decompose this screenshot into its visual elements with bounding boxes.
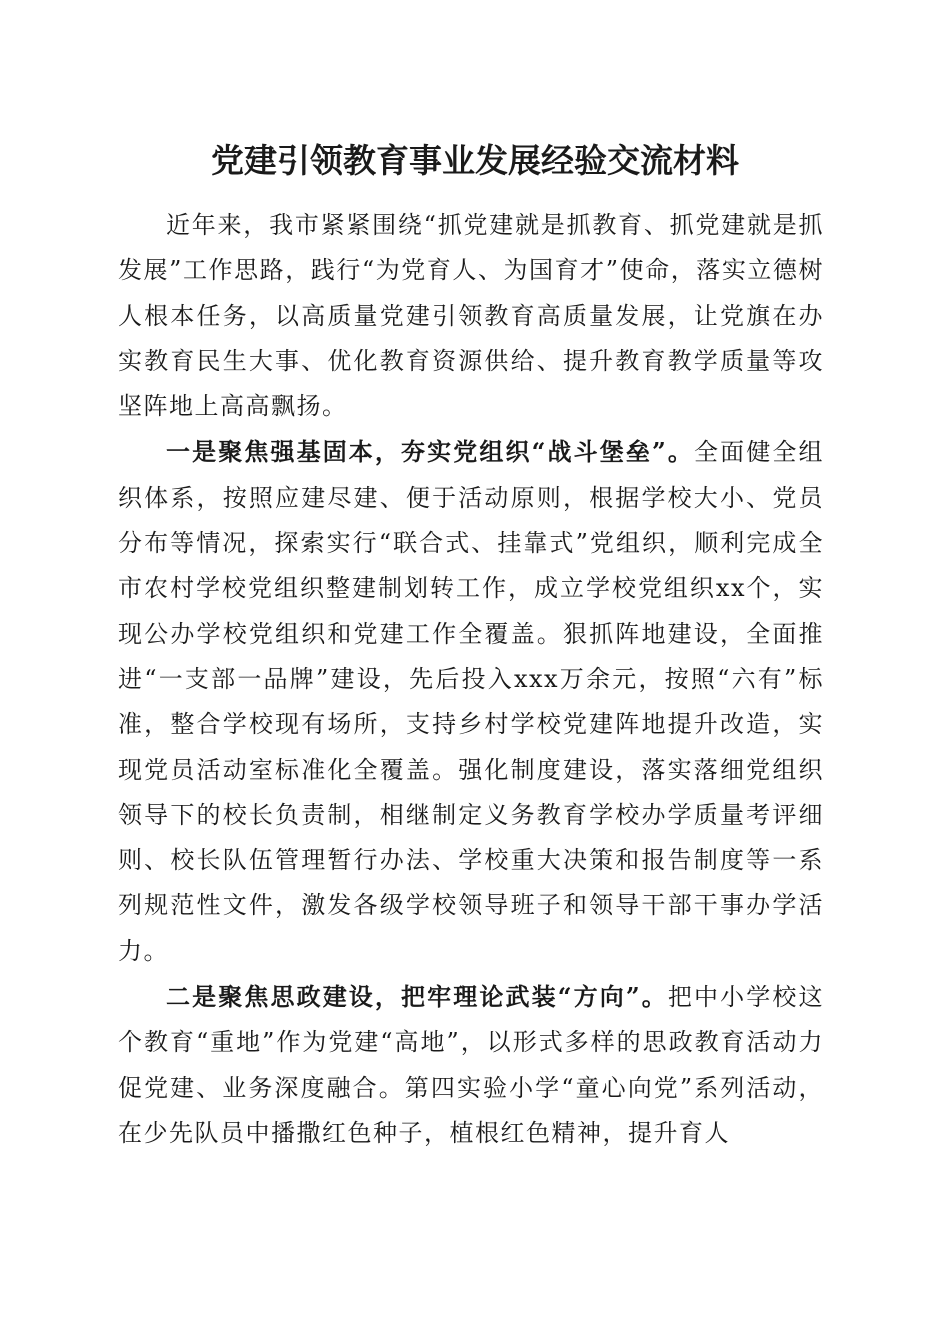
paragraph-text: 把中小学校这个教育“重地”作为党建“高地”，以形式多样的思政教育活动力促党建、业务深度融合。第四实验小学“童心向党”系列活动，在少先队员中播撒红色种子，植根红色精神，提升育人 — [118, 983, 824, 1147]
document-body — [118, 202, 824, 1156]
paragraph-section-one — [118, 429, 824, 974]
paragraph-lead: 一是聚焦强基固本，夯实党组织“战斗堡垒”。 — [166, 437, 695, 467]
document-title: 党建引领教育事业发展经验交流材料 — [211, 141, 739, 180]
paragraph-text: 近年来，我市紧紧围绕“抓党建就是抓教育、抓党建就是抓发展”工作思路，践行“为党育人、为国育才”使命，落实立德树人根本任务，以高质量党建引领教育高质量发展，让党旗在办实教育民生大事、优化教育资源供给、提升教育教学质量等攻坚阵地上高高飘扬。 — [118, 211, 824, 421]
paragraph-text: 全面健全组织体系，按照应建尽建、便于活动原则，根据学校大小、党员分布等情况，探索实行“联合式、挂靠式”党组织，顺利完成全市农村学校党组织整建制划转工作，成立学校党组织xx个，实现公办学校党组织和党建工作全覆盖。狠抓阵地建设，全面推进“一支部一品牌”建设，先后投入xxx万余元，按照“六有”标准，整合学校现有场所，支持乡村学校党建阵地提升改造，实现党员活动室标准化全覆盖。强化制度建设，落实落细党组织领导下的校长负责制，相继制定义务教育学校办学质量考评细则、校长队伍管理暂行办法、学校重大决策和报告制度等一系列规范性文件，激发各级学校领导班子和领导干部干事办学活力。 — [118, 438, 825, 965]
paragraph-lead: 二是聚焦思政建设，把牢理论武装“方向”。 — [166, 982, 668, 1012]
paragraph-section-two — [118, 974, 824, 1156]
paragraph-intro — [118, 202, 824, 429]
